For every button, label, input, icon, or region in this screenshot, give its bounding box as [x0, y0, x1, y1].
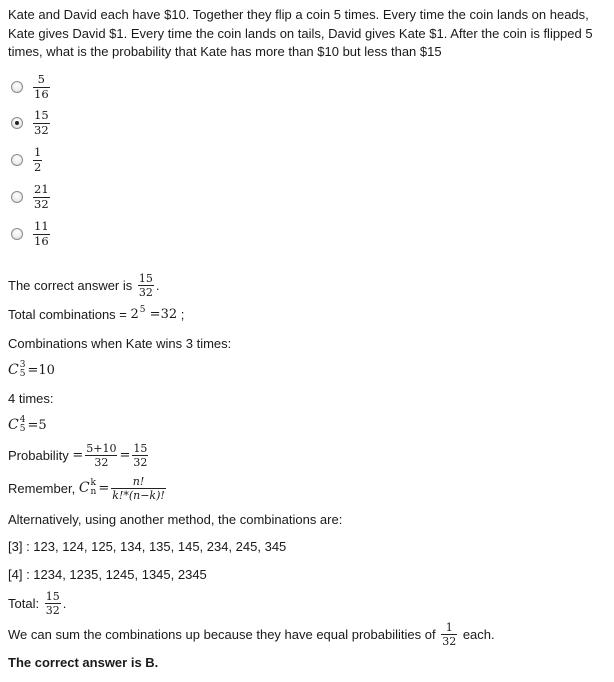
fraction: $\frac{1}{32}$	[442, 620, 457, 648]
fraction: $\frac{5+10}{32}$	[86, 441, 117, 469]
alternative-method-line: Alternatively, using another method, the combinations are:	[8, 511, 343, 527]
combination-3-formula: C 3 5 = 10	[8, 360, 55, 379]
numerator: 5	[37, 72, 45, 86]
denominator: 32	[34, 122, 49, 137]
option-fraction	[33, 110, 50, 136]
option-fraction	[33, 221, 50, 247]
list-3-line: [3] : 123, 124, 125, 134, 135, 145, 234, 245, 345	[8, 538, 287, 554]
fraction: $\frac{15}{32}$	[133, 441, 148, 469]
numerator: 21	[34, 182, 49, 196]
numerator: 15	[34, 108, 49, 122]
combination-4-formula: C 4 5 = 5	[8, 415, 47, 434]
total-fraction-line: Total: $\frac{15}{32}$ .	[8, 589, 67, 617]
denominator: 2	[34, 159, 42, 174]
label: The correct answer is	[8, 277, 133, 293]
probability-line: Probability = $\frac{5+10}{32}$ = $\frac{15}{32}$	[8, 441, 148, 469]
final-answer: The correct answer is B.	[8, 654, 159, 670]
answer-option-c[interactable]	[11, 145, 42, 175]
radio-button[interactable]	[11, 81, 23, 93]
sum-explanation-line: We can sum the combinations up because they have equal probabilities of $\frac{1}{32}$ each.	[8, 620, 495, 648]
formula: $2^5 =32$	[130, 304, 178, 322]
radio-button[interactable]	[11, 228, 23, 240]
radio-button[interactable]	[11, 191, 23, 203]
list-4-line: [4] : 1234, 1235, 1245, 1345, 2345	[8, 566, 207, 582]
fraction: $\frac{15}{32}$	[45, 589, 60, 617]
fraction: $\frac{n!}{k!*(n-k)!}$	[112, 474, 165, 502]
question-text: Kate and David each have $10. Together they flip a coin 5 times. Every time the coin lands on heads, Kate gives David $1. Every time the coin lands on tails, David gives Kate $1. After the coin is flipped 5 times, what is the probability that Kate has more than $10 but less than $15	[8, 7, 593, 59]
answer-option-e[interactable]	[11, 219, 50, 249]
option-fraction	[33, 184, 50, 210]
denominator: 32	[34, 196, 49, 211]
numerator: 11	[34, 219, 49, 233]
radio-button-selected[interactable]	[11, 117, 23, 129]
option-fraction	[33, 147, 42, 173]
remember-line: Remember, C k n = $\frac{n!}{k!*(n-k)!}$	[8, 474, 165, 502]
answer-option-a[interactable]	[11, 72, 50, 102]
denominator: 16	[34, 86, 49, 101]
correct-answer-line: The correct answer is $\frac{15}{32}$ .	[8, 271, 160, 299]
fraction: $\frac{15}{32}$	[138, 271, 153, 299]
combos-3-heading: Combinations when Kate wins 3 times:	[8, 335, 232, 351]
answer-option-b[interactable]	[11, 108, 50, 138]
answer-option-d[interactable]	[11, 182, 50, 212]
numerator: 1	[34, 145, 42, 159]
label: Total combinations =	[8, 306, 127, 322]
times-4-heading: 4 times:	[8, 390, 54, 406]
total-combinations-line: Total combinations = $2^5 =32$ ;	[8, 304, 185, 322]
radio-button[interactable]	[11, 154, 23, 166]
option-fraction	[33, 74, 50, 100]
denominator: 16	[34, 233, 49, 248]
